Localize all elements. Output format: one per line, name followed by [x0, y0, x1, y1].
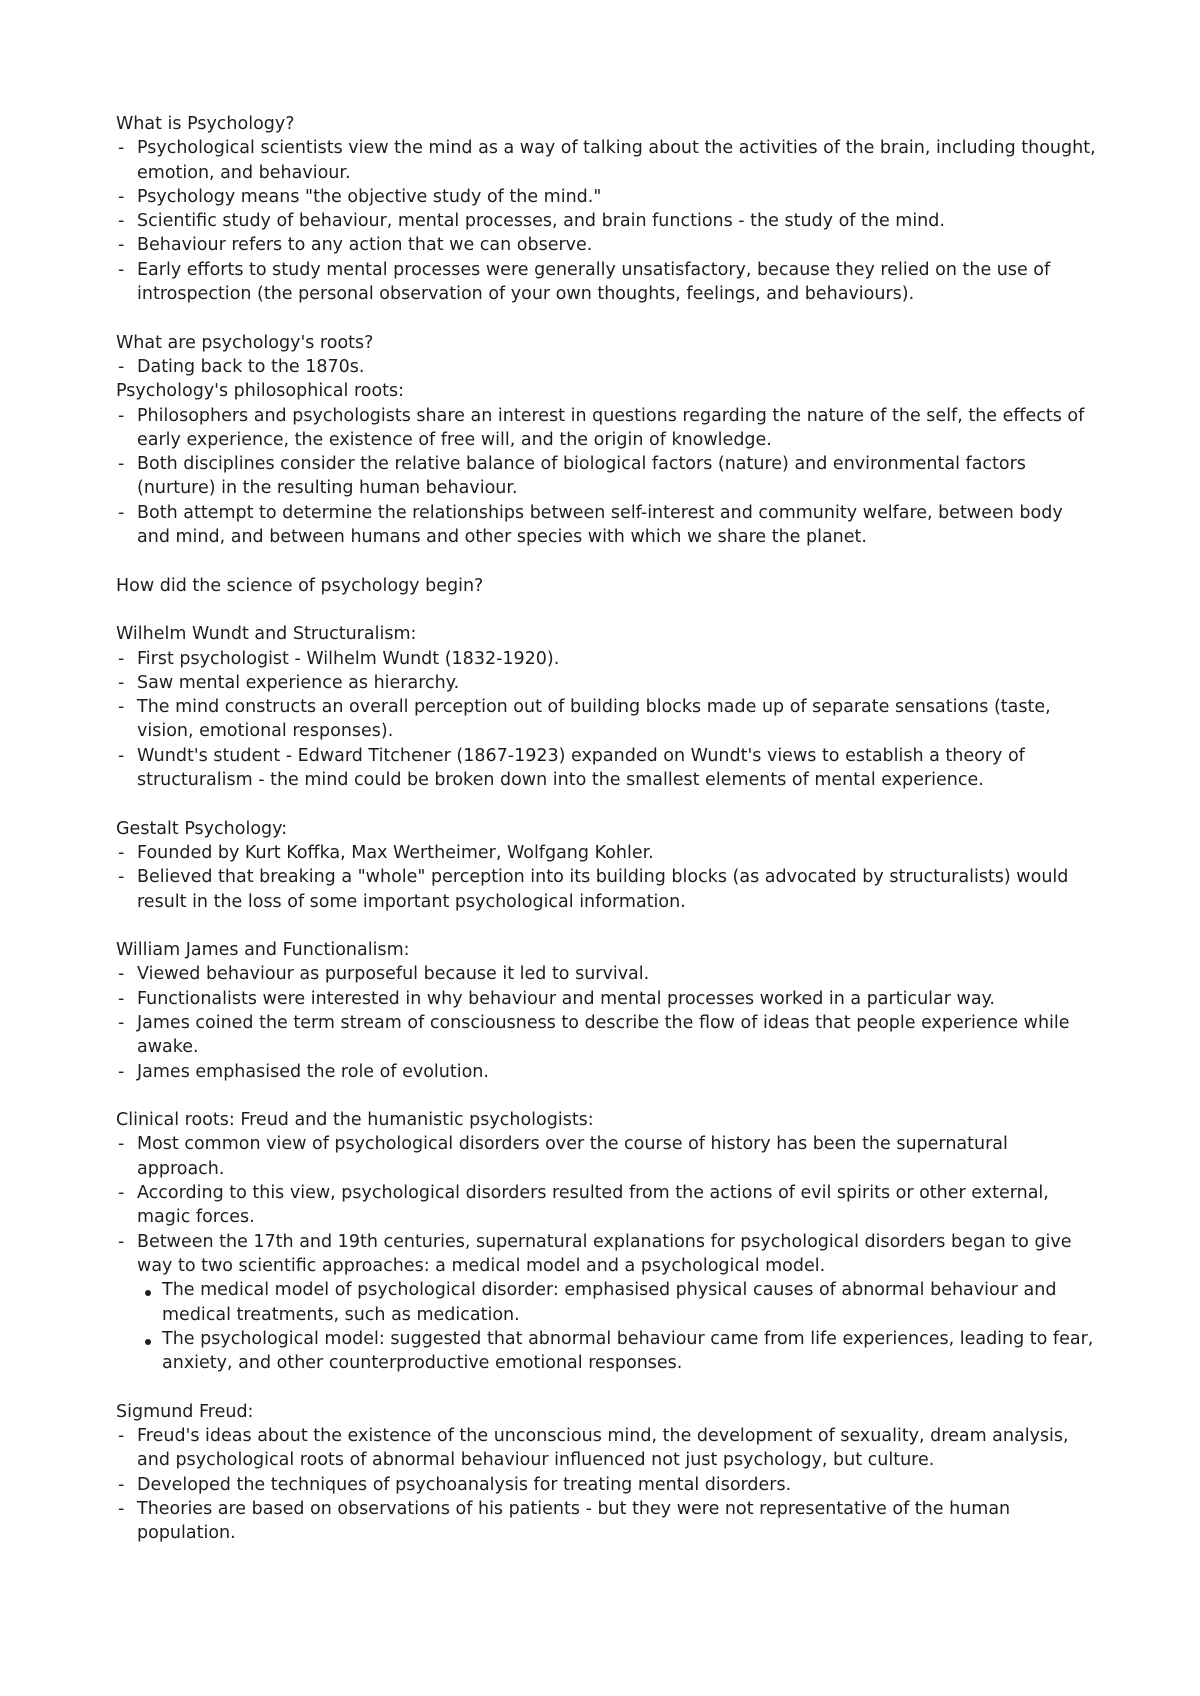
- list-item: - Freud's ideas about the existence of the unconscious mind, the development of sexuality, dream analysis, and psychological roots of abnormal behaviour influenced not just psychology, but culture.: [116, 1424, 1096, 1473]
- section-heading: What are psychology's roots?: [116, 332, 374, 353]
- list-item: - The mind constructs an overall perception out of building blocks made up of separate sensations (taste, vision, emotional responses).: [116, 695, 1096, 744]
- sub-bullet-list: [116, 1278, 1096, 1375]
- section-clinical-roots: [116, 1108, 1096, 1375]
- list-item: - Psychology means "the objective study of the mind.": [116, 185, 1096, 209]
- list-item: - Most common view of psychological disorders over the course of history has been the supernatural approach.: [116, 1132, 1096, 1181]
- list-item: - According to this view, psychological disorders resulted from the actions of evil spirits or other external, magic forces.: [116, 1181, 1096, 1230]
- list-item: - Functionalists were interested in why behaviour and mental processes worked in a particular way.: [116, 987, 1096, 1011]
- list-item: - Philosophers and psychologists share an interest in questions regarding the nature of the self, the effects of early experience, the existence of free will, and the origin of knowledge.: [116, 404, 1096, 453]
- list-item: - Wundt's student - Edward Titchener (1867-1923) expanded on Wundt's views to establish a theory of structuralism - the mind could be broken down into the smallest elements of mental experience.: [116, 744, 1096, 793]
- bullet-list: [116, 355, 1096, 379]
- bullet-list: [116, 841, 1096, 914]
- bullet-list: [116, 1132, 1096, 1278]
- list-item: - Theories are based on observations of his patients - but they were not representative of the human population.: [116, 1497, 1096, 1546]
- list-item: - Scientific study of behaviour, mental processes, and brain functions - the study of the mind.: [116, 209, 1096, 233]
- section-heading: How did the science of psychology begin?: [116, 575, 484, 596]
- list-item: - Saw mental experience as hierarchy.: [116, 671, 1096, 695]
- section-heading: Wilhelm Wundt and Structuralism:: [116, 624, 417, 645]
- section-heading: Clinical roots: Freud and the humanistic psychologists:: [116, 1110, 594, 1131]
- list-item: - Behaviour refers to any action that we can observe.: [116, 233, 1096, 257]
- list-item: - Both disciplines consider the relative balance of biological factors (nature) and environmental factors (nurture) in the resulting human behaviour.: [116, 452, 1096, 501]
- sub-list-item: The medical model of psychological disorder: emphasised physical causes of abnormal behaviour and medical treatments, such as medication.: [140, 1278, 1096, 1327]
- bullet-list: [116, 404, 1096, 550]
- section-james-functionalism: [116, 938, 1096, 1084]
- list-item: - Psychological scientists view the mind as a way of talking about the activities of the brain, including thought, emotion, and behaviour.: [116, 136, 1096, 185]
- section-gestalt: [116, 817, 1096, 914]
- section-psychology-roots: [116, 331, 1096, 380]
- section-heading: Gestalt Psychology:: [116, 818, 288, 839]
- section-philosophical-roots: [116, 379, 1096, 549]
- section-science-begin: [116, 574, 1096, 598]
- list-item: - Early efforts to study mental processes were generally unsatisfactory, because they relied on the use of introspection (the personal observation of your own thoughts, feelings, and behaviours).: [116, 258, 1096, 307]
- list-item: - James coined the term stream of consciousness to describe the flow of ideas that people experience while awake.: [116, 1011, 1096, 1060]
- bullet-list: [116, 1424, 1096, 1545]
- bullet-list: [116, 136, 1096, 306]
- section-heading: Sigmund Freud:: [116, 1401, 254, 1422]
- section-sigmund-freud: [116, 1400, 1096, 1546]
- list-item: - Developed the techniques of psychoanalysis for treating mental disorders.: [116, 1473, 1096, 1497]
- list-item: - Viewed behaviour as purposeful because it led to survival.: [116, 962, 1096, 986]
- document-body: [116, 112, 1096, 1570]
- section-heading: Psychology's philosophical roots:: [116, 381, 405, 402]
- list-item: - First psychologist - Wilhelm Wundt (1832-1920).: [116, 647, 1096, 671]
- list-item: - Believed that breaking a "whole" perception into its building blocks (as advocated by structuralists) would result in the loss of some important psychological information.: [116, 865, 1096, 914]
- bullet-list: [116, 962, 1096, 1083]
- list-item: - Between the 17th and 19th centuries, supernatural explanations for psychological disorders began to give way to two scientific approaches: a medical model and a psychological model.: [116, 1230, 1096, 1279]
- section-what-is-psychology: [116, 112, 1096, 306]
- list-item: - Founded by Kurt Koffka, Max Wertheimer, Wolfgang Kohler.: [116, 841, 1096, 865]
- bullet-list: [116, 647, 1096, 793]
- section-heading: William James and Functionalism:: [116, 940, 410, 961]
- list-item: - James emphasised the role of evolution.: [116, 1060, 1096, 1084]
- section-heading: What is Psychology?: [116, 114, 295, 134]
- sub-list-item: The psychological model: suggested that abnormal behaviour came from life experiences, leading to fear, anxiety, and other counterproductive emotional responses.: [140, 1327, 1096, 1376]
- section-wundt-structuralism: [116, 622, 1096, 792]
- list-item: - Both attempt to determine the relationships between self-interest and community welfare, between body and mind, and between humans and other species with which we share the planet.: [116, 501, 1096, 550]
- list-item: - Dating back to the 1870s.: [116, 355, 1096, 379]
